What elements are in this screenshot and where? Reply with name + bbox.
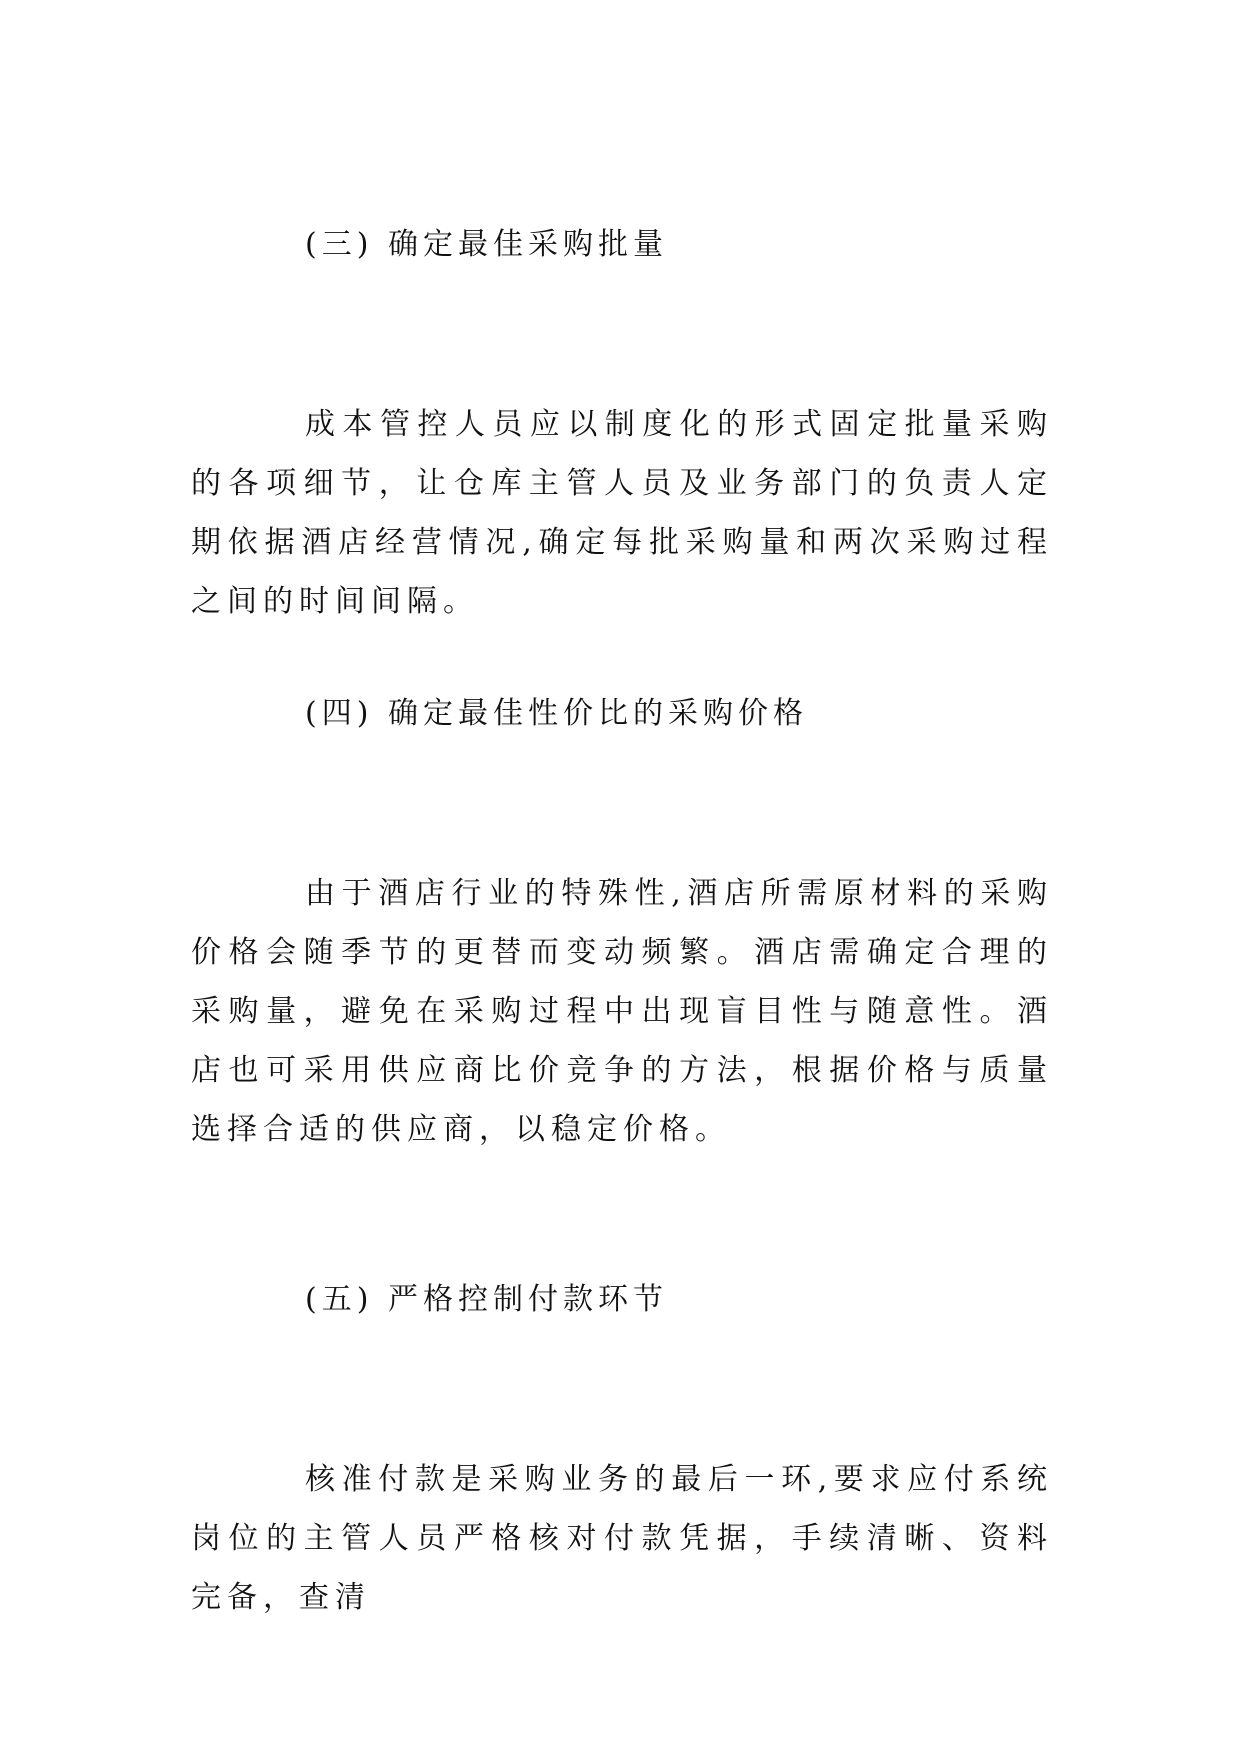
section-heading: (三) 确定最佳采购批量 (305, 227, 668, 262)
section-paragraph: 由于酒店行业的特殊性,酒店所需原材料的采购价格会随季节的更替而变动频繁。酒店需确定合理的采购量，避免在采购过程中出现盲目性与随意性。酒店也可采用供应商比价竞争的方法，根据价格与质量选择合适的供应商，以稳定价格。 (191, 876, 1053, 1147)
section-paragraph: 成本管控人员应以制度化的形式固定批量采购的各项细节，让仓库主管人员及业务部门的负责人定期依据酒店经营情况,确定每批采购量和两次采购过程之间的时间间隔。 (191, 407, 1053, 619)
section-heading: (四) 确定最佳性价比的采购价格 (305, 696, 808, 731)
section-heading: (五) 严格控制付款环节 (305, 1282, 668, 1317)
section-paragraph: 核准付款是采购业务的最后一环,要求应付系统岗位的主管人员严格核对付款凭据，手续清晰、资料完备，查清 (191, 1462, 1053, 1615)
